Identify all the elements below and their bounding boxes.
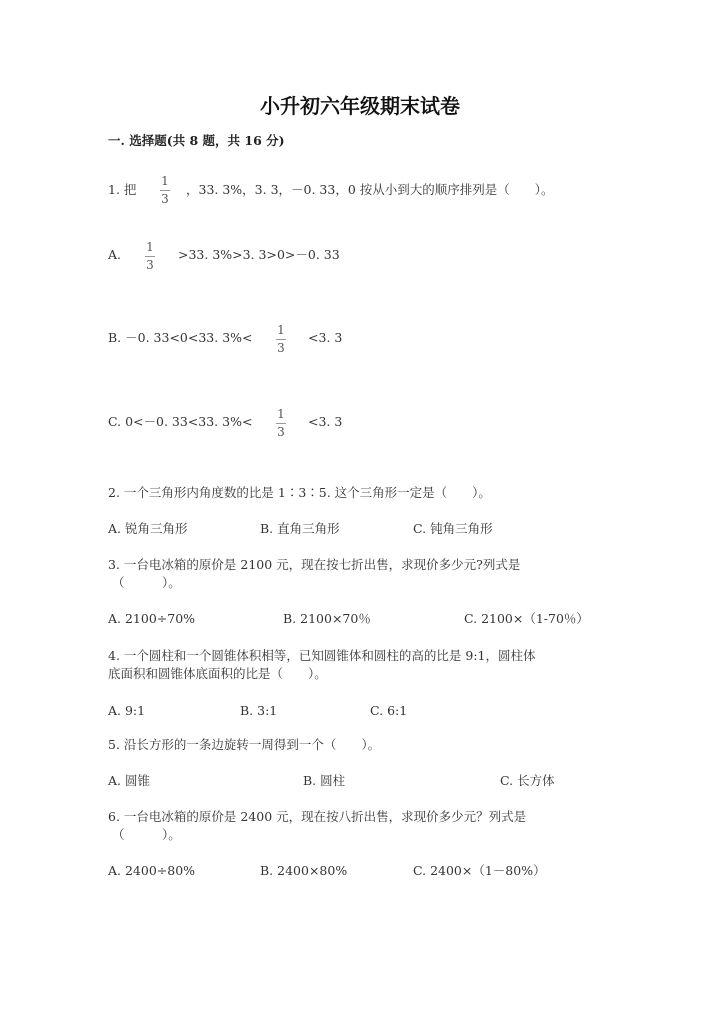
q1-stem: ，33. 3%，3. 3，－0. 33，0 按从小到大的顺序排列是（ ）。 [186,182,554,197]
q2-stem: 2. 一个三角形内角度数的比是 1∶3∶5. 这个三角形一定是（ ）。 [108,485,491,500]
q4-stem-cont: 底面积和圆锥体底面积的比是（ ）。 [108,666,327,681]
fraction-denominator: 3 [161,192,169,206]
fraction-denominator: 3 [146,258,154,272]
q2-option-c: C. 钝角三角形 [413,521,493,536]
fraction-numerator: 1 [277,407,285,421]
q4-option-c: C. 6:1 [370,703,408,718]
fraction-numerator: 1 [161,174,169,188]
fraction-denominator: 3 [277,341,285,355]
fraction-one-third [276,324,286,355]
q3-option-c: C. 2100×（1-70％） [464,611,589,626]
q4-option-a: A. 9:1 [108,703,146,718]
fraction-one-third [276,408,286,439]
q5-option-b: B. 圆柱 [303,773,346,788]
q2-option-b: B. 直角三角形 [260,521,340,536]
q3-option-a: A. 2100÷70% [108,611,196,626]
q3-option-b: B. 2100×70％ [283,611,371,626]
q5-option-c: C. 长方体 [500,773,555,788]
q4-option-b: B. 3:1 [240,703,278,718]
q5-stem: 5. 沿长方形的一条边旋转一周得到一个（ ）。 [108,737,381,752]
page-title: 小升初六年级期末试卷 [260,94,460,118]
fraction-numerator: 1 [277,323,285,337]
fraction-one-third [145,241,155,272]
q1-option-a: >33. 3%>3. 3>0>－0. 33 [178,247,340,262]
fraction-numerator: 1 [146,240,154,254]
q1-option-c: C. 0<－0. 33<33. 3%< [108,414,253,429]
q1-option-b: B. －0. 33<0<33. 3%< [108,330,253,345]
q3-stem-cont: （ ）。 [112,575,181,590]
section-heading: 一. 选择题(共 8 题，共 16 分) [108,133,285,148]
q4-stem: 4. 一个圆柱和一个圆锥体积相等，已知圆锥体和圆柱的高的比是 9:1，圆柱体 [108,648,536,663]
q6-stem-cont: （ ）。 [112,827,181,842]
q6-stem: 6. 一台电冰箱的原价是 2400 元，现在按八折出售，求现价多少元？列式是 [108,809,527,824]
q3-stem: 3. 一台电冰箱的原价是 2100 元，现在按七折出售，求现价多少元?列式是 [108,557,521,572]
q6-option-c: C. 2400×（1－80%） [413,863,546,878]
fraction-denominator: 3 [277,425,285,439]
q1-stem-prefix: 1. 把 [108,182,137,197]
q2-option-a: A. 锐角三角形 [108,521,188,536]
q1-option-c-tail: <3. 3 [308,414,343,429]
q5-option-a: A. 圆锥 [108,773,150,788]
q6-option-b: B. 2400×80% [260,863,348,878]
fraction-one-third [160,175,170,206]
q1-option-a-label: A. [108,247,122,262]
q1-option-b-tail: <3. 3 [308,330,343,345]
q6-option-a: A. 2400÷80% [108,863,196,878]
